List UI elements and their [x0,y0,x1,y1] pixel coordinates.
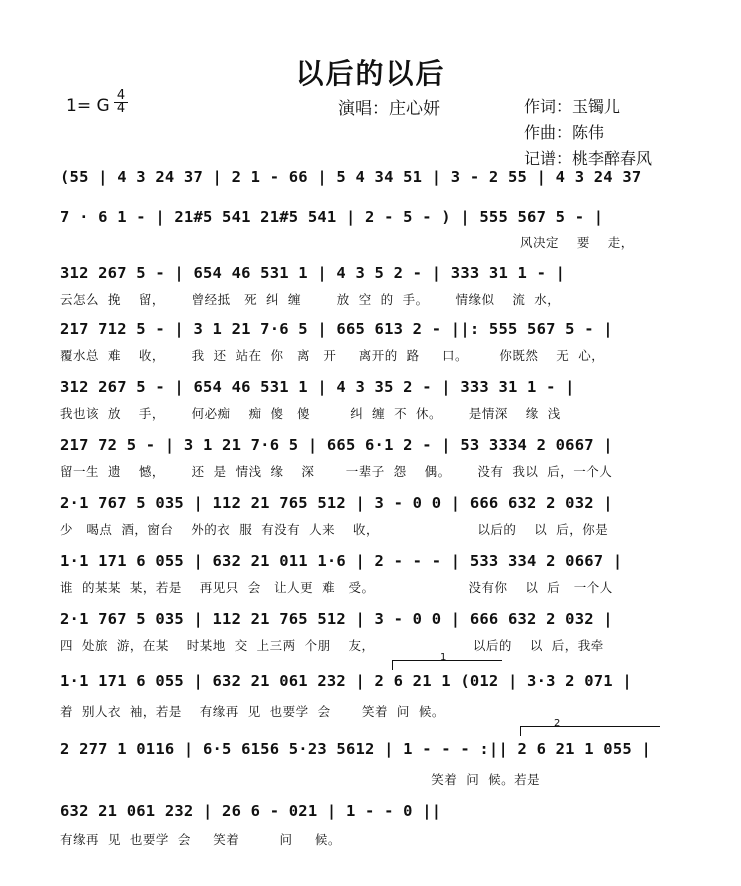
lyric-row-9: 四 处旅 游，在某 时某地 交 上三两 个朋 友， 以后的 以 后，我牵 [60,638,604,653]
music-row-6: 217 72 5 - | 3 1 21 7·6 5 | 665 6·1 2 - | 53 3334 2 0667 | [60,436,613,454]
music-row-7: 2·1 767 5 035 | 112 21 765 512 | 3 - 0 0 | 666 632 2 032 | [60,494,613,512]
composer-credit: 作曲：陈伟 [524,123,605,142]
time-signature [114,90,128,115]
volta-2-tick [520,726,521,736]
lyric-row-2: 风决定 要 走， [520,235,634,250]
music-row-8: 1·1 171 6 055 | 632 21 011 1·6 | 2 - - - | 533 334 2 0667 | [60,552,623,570]
lyric-row-3: 云怎么 挽 留， 曾经抵 死 纠 缠 放 空 的 手。 情缘似 流 水， [60,292,561,307]
lyric-row-8: 谁 的某某 某，若是 再见只 会 让人更 难 受。 没有你 以 后 一个人 [60,580,613,595]
music-row-1: (55 | 4 3 24 37 | 2 1 - 66 | 5 4 34 51 | 3 - 2 55 | 4 3 24 37 [60,168,642,186]
lyric-row-4: 覆水总 难 收， 我 还 站在 你 离 开 离开的 路 口。 你既然 无 心， [60,348,605,363]
volta-1-number: 1 [440,652,447,663]
key-signature: 1= G [66,96,110,116]
singer-credit: 演唱：庄心妍 [338,99,440,119]
music-row-10: 1·1 171 6 055 | 632 21 061 232 | 2 6 21 1 (012 | 3·3 2 071 | [60,672,632,690]
volta-1-tick [392,660,393,670]
volta-2-line [520,726,660,727]
music-row-12: 632 21 061 232 | 26 6 - 021 | 1 - - 0 || [60,802,442,820]
lyric-row-12: 有缘再 见 也要学 会 笑着 问 候。 [60,832,341,847]
time-signature-top: 4 [116,88,126,103]
volta-2-number: 2 [554,718,561,729]
music-row-11: 2 277 1 0116 | 6·5 6156 5·23 5612 | 1 - - - :|| 2 6 21 1 055 | [60,740,651,758]
volta-1-line [392,660,502,661]
lyric-row-6: 留一生 遗 憾， 还 是 情浅 缘 深 一辈子 怨 偶。 没有 我以 后，一个人 [60,464,613,479]
time-signature-bottom: 4 [114,102,128,115]
transcriber-credit: 记谱：桃李醉春风 [524,149,653,168]
music-row-2: 7 · 6 1 - | 21#5 541 21#5 541 | 2 - 5 - ) | 555 567 5 - | [60,208,604,226]
music-row-4: 217 712 5 - | 3 1 21 7·6 5 | 665 613 2 - ||: 555 567 5 - | [60,320,613,338]
song-title: 以后的以后 [295,57,446,90]
lyric-row-5: 我也该 放 手， 何必痴 痴 傻 傻 纠 缠 不 休。 是情深 缘 浅 [60,406,561,421]
lyricist-credit: 作词：玉镯儿 [524,97,621,116]
music-row-3: 312 267 5 - | 654 46 531 1 | 4 3 5 2 - | 333 31 1 - | [60,264,566,282]
music-row-9: 2·1 767 5 035 | 112 21 765 512 | 3 - 0 0 | 666 632 2 032 | [60,610,613,628]
lyric-row-11: 笑着 问 候。若是 [60,772,541,787]
lyric-row-7: 少 喝点 酒，窗台 外的衣 服 有没有 人来 收， 以后的 以 后，你是 [60,522,609,537]
music-row-5: 312 267 5 - | 654 46 531 1 | 4 3 35 2 - | 333 31 1 - | [60,378,575,396]
lyric-row-10: 着 别人衣 袖，若是 有缘再 见 也要学 会 笑着 问 候。 [60,704,445,719]
